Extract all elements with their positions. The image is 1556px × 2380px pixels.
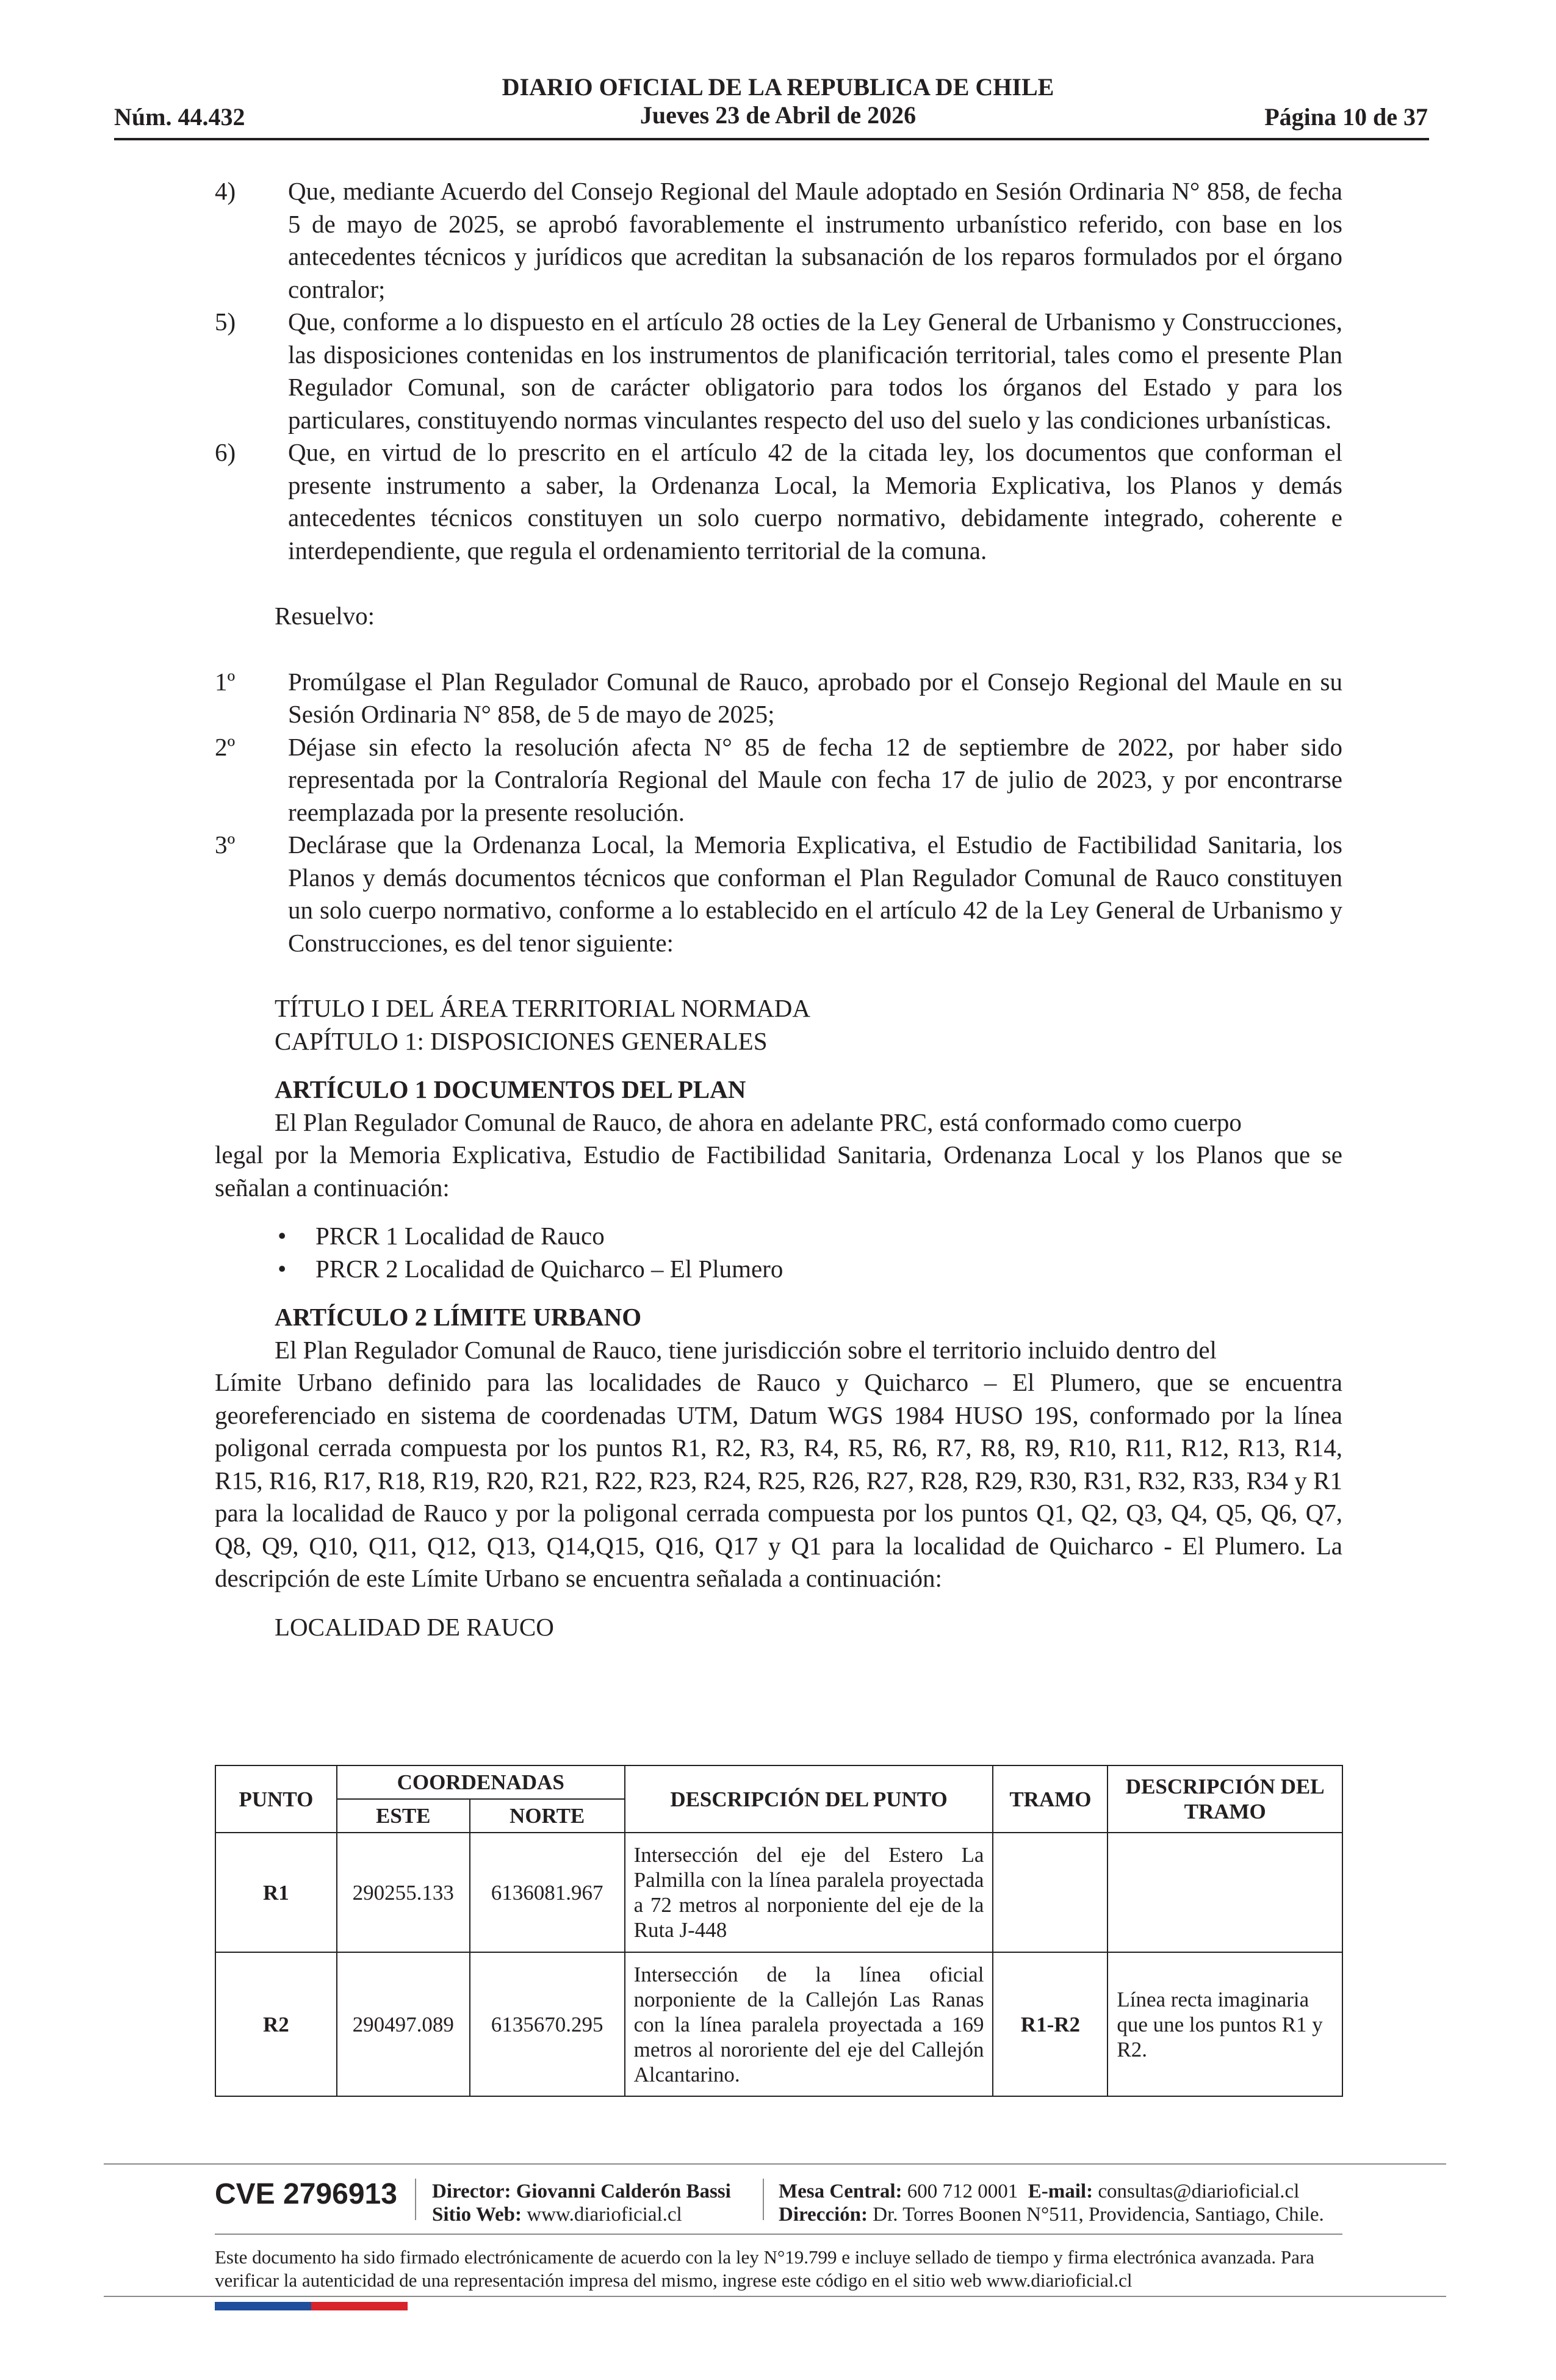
- capitulo-heading: CAPÍTULO 1: DISPOSICIONES GENERALES: [275, 1026, 768, 1055]
- list-item-text: PRCR 2 Localidad de Quicharco – El Plumero: [315, 1254, 783, 1283]
- footer-contact-block: [779, 2180, 1324, 2226]
- cve-code: CVE 2796913: [215, 2178, 397, 2210]
- website-label: Sitio Web:: [432, 2204, 522, 2226]
- mesa-label: Mesa Central:: [779, 2180, 902, 2202]
- item-text: Declárase que la Ordenanza Local, la Memoria Explicativa, el Estudio de Factibilidad Sanitaria, los Planos y demás documentos técnicos que conforman el Plan Regulador Comunal de Rauco constituyen un solo cuerpo normativo, conforme a lo establecido en el artículo 42 de la Ley General de Urbanismo y Construcciones, es del tenor siguiente:: [288, 831, 1342, 957]
- cell-punto: R1: [215, 1833, 337, 1952]
- col-header-descripcion-tramo: DESCRIPCIÓN DEL TRAMO: [1108, 1765, 1342, 1833]
- cell-descripcion: Intersección del eje del Estero La Palmilla con la línea paralela proyectada a 72 metros al norponiente del eje de la Ruta J-448: [625, 1833, 993, 1952]
- col-header-este: ESTE: [337, 1799, 470, 1833]
- issue-number: Núm. 44.432: [114, 103, 245, 131]
- table-header-row: [215, 1765, 1342, 1799]
- flag-stripe-blue: [215, 2302, 311, 2310]
- col-header-descripcion-punto: DESCRIPCIÓN DEL PUNTO: [625, 1765, 993, 1833]
- email-label: E-mail:: [1028, 2180, 1093, 2202]
- list-item-text: PRCR 1 Localidad de Rauco: [315, 1222, 605, 1250]
- col-header-norte: NORTE: [470, 1799, 625, 1833]
- resolutivo-item: [215, 829, 1342, 959]
- page-number: Página 10 de 37: [1264, 103, 1428, 131]
- item-text: Que, mediante Acuerdo del Consejo Regional del Maule adoptado en Sesión Ordinaria N° 858, de fecha 5 de mayo de 2025, se aprobó favorablemente el instrumento urbanístico referido, con base en los antecedentes técnicos y jurídicos que acreditan la subsanación de los reparos formulados por el órgano contralor;: [288, 177, 1342, 303]
- footer-divider: [415, 2179, 416, 2220]
- item-label: 2º: [215, 732, 236, 761]
- masthead-title: DIARIO OFICIAL DE LA REPUBLICA DE CHILE: [502, 73, 1054, 101]
- item-text: Promúlgase el Plan Regulador Comunal de Rauco, aprobado por el Consejo Regional del Maule en su Sesión Ordinaria N° 858, de 5 de mayo de 2025;: [288, 667, 1342, 728]
- address-text: Dr. Torres Boonen N°511, Providencia, Santiago, Chile.: [873, 2204, 1324, 2226]
- considerando-item: [215, 175, 1342, 306]
- resolutivo-item: [215, 731, 1342, 829]
- mesa-phone: 600 712 0001: [907, 2180, 1018, 2202]
- col-header-punto: PUNTO: [215, 1765, 337, 1833]
- col-header-tramo: TRAMO: [993, 1765, 1108, 1833]
- footer-rule: [215, 2234, 1342, 2235]
- articulo-1-first-line: El Plan Regulador Comunal de Rauco, de ahora en adelante PRC, está conformado como cuerpo: [275, 1108, 1242, 1136]
- articulo-2-heading: ARTÍCULO 2 LÍMITE URBANO: [275, 1303, 642, 1331]
- localidad-heading: LOCALIDAD DE RAUCO: [275, 1612, 554, 1641]
- footer-rule: [104, 2296, 1446, 2297]
- table-row: [215, 1952, 1342, 2096]
- item-label: 3º: [215, 831, 236, 859]
- footer-director-block: [432, 2180, 731, 2226]
- item-label: 1º: [215, 667, 236, 696]
- footer-rule: [104, 2163, 1446, 2165]
- flag-stripe-red: [311, 2302, 408, 2310]
- cell-norte: 6136081.967: [470, 1833, 625, 1952]
- cell-descripcion-tramo: [1108, 1833, 1342, 1952]
- cell-punto: R2: [215, 1952, 337, 2096]
- titulo-heading: TÍTULO I DEL ÁREA TERRITORIAL NORMADA: [275, 994, 811, 1022]
- signature-note: Este documento ha sido firmado electrónicamente de acuerdo con la ley N°19.799 e incluye sellado de tiempo y firma electrónica avanzada. Para verificar la autenticidad de una representación impresa del mismo, ingrese este código en el sitio web www.diarioficial.cl: [215, 2246, 1314, 2291]
- considerando-item: [215, 306, 1342, 436]
- resolutivo-item: [215, 666, 1342, 731]
- articulo-1-text: legal por la Memoria Explicativa, Estudio de Factibilidad Sanitaria, Ordenanza Local y los Planos que se señalan a continuación:: [215, 1141, 1342, 1202]
- website-link[interactable]: www.diarioficial.cl: [527, 2204, 682, 2226]
- articulo-2-first-line: El Plan Regulador Comunal de Rauco, tiene jurisdicción sobre el territorio incluido dentro del: [275, 1335, 1217, 1364]
- item-label: 4): [215, 177, 236, 205]
- resuelvo-heading: Resuelvo:: [275, 602, 375, 630]
- cell-descripcion: Intersección de la línea oficial norponiente de la Callejón Las Ranas con la línea paralela proyectada a 169 metros al nororiente del eje del Callejón Alcantarino.: [625, 1952, 993, 2096]
- email-link[interactable]: consultas@diarioficial.cl: [1098, 2180, 1300, 2202]
- footer-divider: [763, 2179, 764, 2220]
- list-item: [215, 1220, 1342, 1253]
- cell-descripcion-tramo: Línea recta imaginaria que une los puntos R1 y R2.: [1108, 1952, 1342, 2096]
- cell-tramo: R1-R2: [993, 1952, 1108, 2096]
- list-item: [215, 1253, 1342, 1286]
- item-text: Que, en virtud de lo prescrito en el artículo 42 de la citada ley, los documentos que conforman el presente instrumento a saber, la Ordenanza Local, la Memoria Explicativa, los Planos y demás antecedentes técnicos constituyen un solo cuerpo normativo, debidamente integrado, coherente e interdependiente, que regula el ordenamiento territorial de la comuna.: [288, 438, 1342, 564]
- cell-este: 290497.089: [337, 1952, 470, 2096]
- masthead-date: Jueves 23 de Abril de 2026: [639, 101, 917, 129]
- header-rule: [114, 138, 1429, 140]
- item-text: Déjase sin efecto la resolución afecta N° 85 de fecha 12 de septiembre de 2022, por haber sido representada por la Contraloría Regional del Maule con fecha 17 de julio de 2023, y por encontrarse reemplazada por la presente resolución.: [288, 732, 1342, 826]
- address-label: Dirección:: [779, 2204, 868, 2226]
- item-label: 5): [215, 308, 236, 336]
- director-name: Giovanni Calderón Bassi: [516, 2180, 731, 2202]
- item-text: Que, conforme a lo dispuesto en el artículo 28 octies de la Ley General de Urbanismo y Construcciones, las disposiciones contenidas en los instrumentos de planificación territorial, tales como el presente Plan Regulador Comunal, son de carácter obligatorio para todos los órganos del Estado y para los particulares, constituyendo normas vinculantes respecto del uso del suelo y las condiciones urbanísticas.: [288, 308, 1342, 434]
- bullet-icon: •: [278, 1222, 287, 1250]
- bullet-icon: •: [278, 1254, 287, 1283]
- col-header-coordenadas: COORDENADAS: [337, 1765, 625, 1799]
- articulo-1-heading: ARTÍCULO 1 DOCUMENTOS DEL PLAN: [275, 1075, 746, 1103]
- cell-tramo: [993, 1833, 1108, 1952]
- plan-list: [215, 1220, 1342, 1285]
- table-row: [215, 1833, 1342, 1952]
- cell-este: 290255.133: [337, 1833, 470, 1952]
- cell-norte: 6135670.295: [470, 1952, 625, 2096]
- director-label: Director:: [432, 2180, 511, 2202]
- item-label: 6): [215, 438, 236, 466]
- considerando-item: [215, 436, 1342, 567]
- articulo-2-text: Límite Urbano definido para las localidades de Rauco y Quicharco – El Plumero, que se encuentra georeferenciado en sistema de coordenadas UTM, Datum WGS 1984 HUSO 19S, conformado por la línea poligonal cerrada compuesta por los puntos R1, R2, R3, R4, R5, R6, R7, R8, R9, R10, R11, R12, R13, R14, R15, R16, R17, R18, R19, R20, R21, R22, R23, R24, R25, R26, R27, R28, R29, R30, R31, R32, R33, R34 y R1 para la localidad de Rauco y por la poligonal cerrada compuesta por los puntos Q1, Q2, Q3, Q4, Q5, Q6, Q7, Q8, Q9, Q10, Q11, Q12, Q13, Q14,Q15, Q16, Q17 y Q1 para la localidad de Quicharco - El Plumero. La descripción de este Límite Urbano se encuentra señalada a continuación:: [215, 1368, 1342, 1592]
- document-body: [215, 175, 1342, 1643]
- limit-points-table: [215, 1765, 1343, 2097]
